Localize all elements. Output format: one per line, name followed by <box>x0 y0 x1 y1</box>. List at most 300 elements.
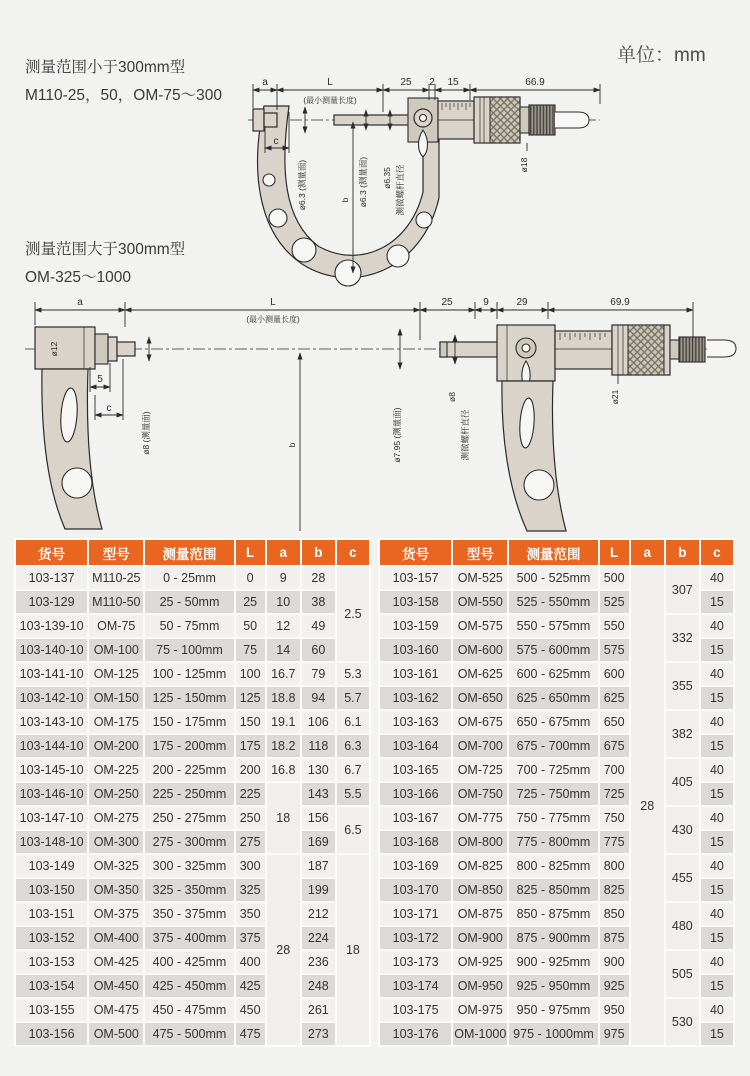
dim-L-cell: 0 <box>235 566 266 590</box>
diagram1-subtitle: M110-25，50，OM-75～300 <box>25 87 222 104</box>
table-row <box>15 638 370 662</box>
dim-c-cell: 15 <box>700 830 734 854</box>
dim-25: 25 <box>400 77 412 88</box>
item-no-cell: 103-137 <box>15 566 88 590</box>
col-header-dim-b: b <box>665 539 700 566</box>
item-no-cell: 103-166 <box>379 782 452 806</box>
table-row <box>15 734 370 758</box>
col-header-dim-L: L <box>235 539 266 566</box>
model-cell: OM-725 <box>452 758 508 782</box>
table-row <box>15 902 370 926</box>
dim-L-cell: 850 <box>599 902 630 926</box>
anvil-head <box>35 327 95 369</box>
dim-c-cell: 40 <box>700 854 734 878</box>
measuring-range-cell: 225 - 250mm <box>144 782 234 806</box>
dim-b-cell: 79 <box>301 662 336 686</box>
model-cell: OM-125 <box>88 662 144 686</box>
table-row <box>15 710 370 734</box>
table-row <box>15 830 370 854</box>
item-no-cell: 103-146-10 <box>15 782 88 806</box>
table-row <box>15 950 370 974</box>
dim-b-cell: 143 <box>301 782 336 806</box>
dim-c: c <box>273 136 279 147</box>
dim-L-cell: 25 <box>235 590 266 614</box>
dim-L-cell: 325 <box>235 878 266 902</box>
measuring-range-cell: 500 - 525mm <box>508 566 598 590</box>
frame-hole <box>416 212 432 228</box>
dim-66-9: 66.9 <box>525 77 545 88</box>
item-no-cell: 103-163 <box>379 710 452 734</box>
dim-L-cell: 300 <box>235 854 266 878</box>
label-spindle-dia-text: 测微螺杆直径 <box>460 409 470 461</box>
dim-c-cell: 40 <box>700 950 734 974</box>
dim-c: c <box>106 403 112 414</box>
model-cell: OM-750 <box>452 782 508 806</box>
item-no-cell: 103-157 <box>379 566 452 590</box>
dim-c-cell: 40 <box>700 806 734 830</box>
model-cell: OM-300 <box>88 830 144 854</box>
dim-c-cell: 6.7 <box>336 758 370 782</box>
frame-hole <box>292 238 316 262</box>
dim-L-cell: 700 <box>599 758 630 782</box>
label-b: b <box>287 442 297 448</box>
dim-69-9: 69.9 <box>610 297 630 308</box>
item-no-cell: 103-152 <box>15 926 88 950</box>
spec-tables <box>14 538 736 1047</box>
dim-c-cell: 6.3 <box>336 734 370 758</box>
measuring-range-cell: 850 - 875mm <box>508 902 598 926</box>
model-cell: OM-950 <box>452 974 508 998</box>
dim-b-cell: 106 <box>301 710 336 734</box>
item-no-cell: 103-161 <box>379 662 452 686</box>
measuring-range-cell: 825 - 850mm <box>508 878 598 902</box>
col-header-dim-L: L <box>599 539 630 566</box>
model-cell: OM-200 <box>88 734 144 758</box>
label-spindle-dia-text: 测微螺杆直径 <box>395 164 405 216</box>
item-no-cell: 103-149 <box>15 854 88 878</box>
item-no-cell: 103-139-10 <box>15 614 88 638</box>
model-cell: OM-675 <box>452 710 508 734</box>
dim-L-cell: 900 <box>599 950 630 974</box>
item-no-cell: 103-159 <box>379 614 452 638</box>
table-row <box>15 926 370 950</box>
dim-5: 5 <box>97 374 103 385</box>
dim-c-cell: 2.5 <box>336 566 370 662</box>
table-row <box>15 758 370 782</box>
spindle <box>334 115 410 125</box>
dim-c-cell: 15 <box>700 926 734 950</box>
item-no-cell: 103-169 <box>379 854 452 878</box>
anvil-step <box>108 337 117 361</box>
table-row <box>15 782 370 806</box>
item-no-cell: 103-145-10 <box>15 758 88 782</box>
item-no-cell: 103-144-10 <box>15 734 88 758</box>
col-header-dim-a: a <box>266 539 301 566</box>
item-no-cell: 103-168 <box>379 830 452 854</box>
model-cell: OM-575 <box>452 614 508 638</box>
phantom-rod <box>555 112 589 128</box>
micrometer-diagram-small-range <box>248 60 734 300</box>
table-row <box>15 878 370 902</box>
table-row <box>379 806 734 830</box>
diagram2-subtitle: OM-325～1000 <box>25 269 131 286</box>
measuring-range-cell: 400 - 425mm <box>144 950 234 974</box>
dim-29: 29 <box>516 297 528 308</box>
dim-L: L <box>327 77 333 88</box>
measuring-range-cell: 600 - 625mm <box>508 662 598 686</box>
frame-hole <box>335 260 361 286</box>
item-no-cell: 103-167 <box>379 806 452 830</box>
measuring-range-cell: 0 - 25mm <box>144 566 234 590</box>
dim-L-cell: 600 <box>599 662 630 686</box>
dim-L-cell: 800 <box>599 854 630 878</box>
label-anvil-face-dia: ø6.3 (测量面) <box>297 159 307 211</box>
handle-hole <box>524 470 554 500</box>
measuring-range-cell: 475 - 500mm <box>144 1022 234 1046</box>
dim-a-cell: 16.8 <box>266 758 301 782</box>
dim-b-cell: 28 <box>301 566 336 590</box>
header-row <box>15 539 370 566</box>
dim-L-cell: 500 <box>599 566 630 590</box>
dim-a: a <box>262 77 268 88</box>
model-cell: OM-700 <box>452 734 508 758</box>
measuring-range-cell: 200 - 225mm <box>144 758 234 782</box>
model-cell: OM-275 <box>88 806 144 830</box>
measuring-range-cell: 375 - 400mm <box>144 926 234 950</box>
dim-9: 9 <box>483 297 489 308</box>
measuring-range-cell: 975 - 1000mm <box>508 1022 598 1046</box>
col-header-measuring-range: 测量范围 <box>144 539 234 566</box>
dim-c-cell: 15 <box>700 590 734 614</box>
item-no-cell: 103-147-10 <box>15 806 88 830</box>
item-no-cell: 103-154 <box>15 974 88 998</box>
table-row <box>15 854 370 878</box>
dim-L-cell: 925 <box>599 974 630 998</box>
ratchet-neck <box>670 340 679 359</box>
anvil <box>253 109 264 131</box>
model-cell: OM-1000 <box>452 1022 508 1046</box>
table-row <box>379 902 734 926</box>
table-row <box>379 854 734 878</box>
dim-L-cell: 200 <box>235 758 266 782</box>
dim-c-cell: 5.7 <box>336 686 370 710</box>
col-header-dim-c: c <box>700 539 734 566</box>
measuring-range-cell: 25 - 50mm <box>144 590 234 614</box>
dim-c-cell: 15 <box>700 734 734 758</box>
model-cell: OM-875 <box>452 902 508 926</box>
model-cell: OM-375 <box>88 902 144 926</box>
model-cell: OM-825 <box>452 854 508 878</box>
item-no-cell: 103-176 <box>379 1022 452 1046</box>
dim-c-cell: 15 <box>700 686 734 710</box>
dim-c-cell: 40 <box>700 662 734 686</box>
measuring-range-cell: 900 - 925mm <box>508 950 598 974</box>
anvil-rod <box>117 342 135 356</box>
dim-b-cell: 332 <box>665 614 700 662</box>
table-row <box>379 710 734 734</box>
table-row <box>15 1022 370 1046</box>
phantom-rod <box>707 340 736 357</box>
measuring-range-cell: 775 - 800mm <box>508 830 598 854</box>
dim-c-cell: 40 <box>700 998 734 1022</box>
unit-label: 单位：mm <box>617 45 706 66</box>
model-cell: OM-475 <box>88 998 144 1022</box>
ratchet-knob <box>679 337 705 362</box>
frame-hole <box>263 174 275 186</box>
dim-L-cell: 650 <box>599 710 630 734</box>
item-no-cell: 103-172 <box>379 926 452 950</box>
dim-a-cell: 9 <box>266 566 301 590</box>
model-cell: M110-50 <box>88 590 144 614</box>
measuring-range-cell: 175 - 200mm <box>144 734 234 758</box>
col-header-dim-b: b <box>301 539 336 566</box>
col-header-item-no: 货号 <box>15 539 88 566</box>
dim-a-cell: 18 <box>266 782 301 854</box>
table-row <box>15 614 370 638</box>
frame-hole <box>387 245 409 267</box>
dim-b-cell: 261 <box>301 998 336 1022</box>
label-spindle-face-dia: ø7.95 (测量面) <box>392 407 402 463</box>
dim-L-cell: 250 <box>235 806 266 830</box>
dim-b-cell: 273 <box>301 1022 336 1046</box>
dim-c-cell: 6.5 <box>336 806 370 854</box>
dim-b-cell: 156 <box>301 806 336 830</box>
item-no-cell: 103-173 <box>379 950 452 974</box>
measuring-range-cell: 75 - 100mm <box>144 638 234 662</box>
label-spindle-face-dia: ø6.3 (测量面) <box>358 156 368 208</box>
ratchet-knob <box>529 105 555 135</box>
dim-c-cell: 15 <box>700 878 734 902</box>
dim-L-note: (最小测量长度) <box>303 96 357 105</box>
handle-hole <box>62 468 92 498</box>
dim-2: 2 <box>429 77 435 88</box>
table-row <box>15 806 370 830</box>
dim-b-cell: 530 <box>665 998 700 1046</box>
table-row <box>379 614 734 638</box>
item-no-cell: 103-129 <box>15 590 88 614</box>
micrometer-diagram-large-range <box>10 285 740 535</box>
model-cell: OM-800 <box>452 830 508 854</box>
model-cell: OM-250 <box>88 782 144 806</box>
dim-b-cell: 199 <box>301 878 336 902</box>
model-cell: OM-925 <box>452 950 508 974</box>
dim-a-cell: 28 <box>630 566 665 1046</box>
dim-b-cell: 405 <box>665 758 700 806</box>
dim-b-cell: 49 <box>301 614 336 638</box>
dim-L-cell: 550 <box>599 614 630 638</box>
dim-L-cell: 450 <box>235 998 266 1022</box>
spec-table-left <box>14 538 371 1047</box>
measuring-range-cell: 550 - 575mm <box>508 614 598 638</box>
measuring-range-cell: 450 - 475mm <box>144 998 234 1022</box>
dim-b-cell: 480 <box>665 902 700 950</box>
dim-c-cell: 15 <box>700 638 734 662</box>
dim-b-cell: 38 <box>301 590 336 614</box>
dim-b-cell: 236 <box>301 950 336 974</box>
label-anvil-dia: ø12 <box>49 341 59 357</box>
diagram2-title: 测量范围大于300mm型 <box>25 241 186 258</box>
table-row <box>15 998 370 1022</box>
dim-a-cell: 16.7 <box>266 662 301 686</box>
model-cell: OM-350 <box>88 878 144 902</box>
measuring-range-cell: 100 - 125mm <box>144 662 234 686</box>
measuring-range-cell: 675 - 700mm <box>508 734 598 758</box>
dim-c-cell: 40 <box>700 758 734 782</box>
spec-table-right <box>378 538 735 1047</box>
measuring-range-cell: 700 - 725mm <box>508 758 598 782</box>
model-cell: OM-100 <box>88 638 144 662</box>
item-no-cell: 103-170 <box>379 878 452 902</box>
dim-L-cell: 275 <box>235 830 266 854</box>
measuring-range-cell: 750 - 775mm <box>508 806 598 830</box>
label-thimble-dia: ø18 <box>519 157 529 173</box>
dim-c-cell: 40 <box>700 614 734 638</box>
label-spindle-dia-value: ø6.35 <box>382 167 392 189</box>
item-no-cell: 103-155 <box>15 998 88 1022</box>
dim-L-cell: 125 <box>235 686 266 710</box>
label-spindle-dia-value: ø8 <box>447 392 457 402</box>
item-no-cell: 103-143-10 <box>15 710 88 734</box>
measuring-range-cell: 250 - 275mm <box>144 806 234 830</box>
dim-L-cell: 725 <box>599 782 630 806</box>
measuring-range-cell: 300 - 325mm <box>144 854 234 878</box>
model-cell: OM-775 <box>452 806 508 830</box>
measuring-range-cell: 875 - 900mm <box>508 926 598 950</box>
col-header-dim-c: c <box>336 539 370 566</box>
item-no-cell: 103-148-10 <box>15 830 88 854</box>
model-cell: OM-525 <box>452 566 508 590</box>
model-cell: OM-625 <box>452 662 508 686</box>
dim-b-cell: 224 <box>301 926 336 950</box>
measuring-range-cell: 725 - 750mm <box>508 782 598 806</box>
dim-L-cell: 225 <box>235 782 266 806</box>
dim-15: 15 <box>447 77 459 88</box>
lock-screw-center <box>420 115 427 122</box>
ratchet-neck <box>520 107 529 133</box>
item-no-cell: 103-165 <box>379 758 452 782</box>
item-no-cell: 103-142-10 <box>15 686 88 710</box>
label-thimble-dia: ø21 <box>610 389 620 405</box>
dim-L-cell: 975 <box>599 1022 630 1046</box>
dim-b-cell: 187 <box>301 854 336 878</box>
dim-L-cell: 100 <box>235 662 266 686</box>
dim-L-cell: 425 <box>235 974 266 998</box>
dim-25: 25 <box>441 297 453 308</box>
measuring-range-cell: 350 - 375mm <box>144 902 234 926</box>
model-cell: OM-175 <box>88 710 144 734</box>
dim-b-cell: 130 <box>301 758 336 782</box>
diagram1-title: 测量范围小于300mm型 <box>25 59 186 76</box>
model-cell: OM-900 <box>452 926 508 950</box>
col-header-dim-a: a <box>630 539 665 566</box>
dim-L-cell: 150 <box>235 710 266 734</box>
dim-c-cell: 6.1 <box>336 710 370 734</box>
table-row <box>379 662 734 686</box>
label-anvil-face-dia: ø8 (测量面) <box>141 411 151 455</box>
anvil-collar <box>95 334 108 364</box>
table-row <box>379 758 734 782</box>
table-row <box>15 662 370 686</box>
frame-hole <box>269 209 287 227</box>
dim-L-cell: 775 <box>599 830 630 854</box>
model-cell: OM-600 <box>452 638 508 662</box>
measuring-range-cell: 800 - 825mm <box>508 854 598 878</box>
model-cell: OM-225 <box>88 758 144 782</box>
barrel-sleeve <box>555 331 612 369</box>
measuring-range-cell: 925 - 950mm <box>508 974 598 998</box>
dim-b-cell: 430 <box>665 806 700 854</box>
dim-c-cell: 40 <box>700 710 734 734</box>
col-header-model: 型号 <box>452 539 508 566</box>
dim-L: L <box>270 297 276 308</box>
dim-b-cell: 169 <box>301 830 336 854</box>
model-cell: OM-75 <box>88 614 144 638</box>
col-header-item-no: 货号 <box>379 539 452 566</box>
model-cell: OM-400 <box>88 926 144 950</box>
dim-L-cell: 575 <box>599 638 630 662</box>
dim-c-cell: 5.3 <box>336 662 370 686</box>
spindle-rod-tip <box>440 342 447 357</box>
measuring-range-cell: 525 - 550mm <box>508 590 598 614</box>
measuring-range-cell: 325 - 350mm <box>144 878 234 902</box>
model-cell: OM-550 <box>452 590 508 614</box>
dim-L-cell: 50 <box>235 614 266 638</box>
item-no-cell: 103-140-10 <box>15 638 88 662</box>
dim-c-cell: 5.5 <box>336 782 370 806</box>
dim-L-cell: 475 <box>235 1022 266 1046</box>
dim-L-cell: 525 <box>599 590 630 614</box>
dim-b-cell: 355 <box>665 662 700 710</box>
dim-b-cell: 382 <box>665 710 700 758</box>
table-row <box>15 590 370 614</box>
dim-L-note: (最小测量长度) <box>246 315 300 324</box>
dim-L-cell: 750 <box>599 806 630 830</box>
label-b: b <box>340 197 350 203</box>
model-cell: OM-450 <box>88 974 144 998</box>
dim-b-cell: 94 <box>301 686 336 710</box>
dim-L-cell: 950 <box>599 998 630 1022</box>
model-cell: OM-425 <box>88 950 144 974</box>
dim-b-cell: 212 <box>301 902 336 926</box>
model-cell: OM-975 <box>452 998 508 1022</box>
dim-b-cell: 455 <box>665 854 700 902</box>
dim-L-cell: 375 <box>235 926 266 950</box>
item-no-cell: 103-175 <box>379 998 452 1022</box>
model-cell: OM-650 <box>452 686 508 710</box>
model-cell: OM-850 <box>452 878 508 902</box>
dim-a-cell: 18.2 <box>266 734 301 758</box>
col-header-model: 型号 <box>88 539 144 566</box>
dim-c-cell: 15 <box>700 974 734 998</box>
measuring-range-cell: 625 - 650mm <box>508 686 598 710</box>
dim-b-cell: 505 <box>665 950 700 998</box>
item-no-cell: 103-153 <box>15 950 88 974</box>
dim-L-cell: 875 <box>599 926 630 950</box>
model-cell: OM-150 <box>88 686 144 710</box>
dim-L-cell: 625 <box>599 686 630 710</box>
measuring-range-cell: 650 - 675mm <box>508 710 598 734</box>
right-handle <box>502 381 566 531</box>
table-row <box>379 566 734 590</box>
item-no-cell: 103-158 <box>379 590 452 614</box>
dim-L-cell: 400 <box>235 950 266 974</box>
item-no-cell: 103-150 <box>15 878 88 902</box>
table-row <box>15 974 370 998</box>
dim-a-cell: 10 <box>266 590 301 614</box>
dim-L-cell: 350 <box>235 902 266 926</box>
dim-L-cell: 675 <box>599 734 630 758</box>
dim-a: a <box>77 297 83 308</box>
